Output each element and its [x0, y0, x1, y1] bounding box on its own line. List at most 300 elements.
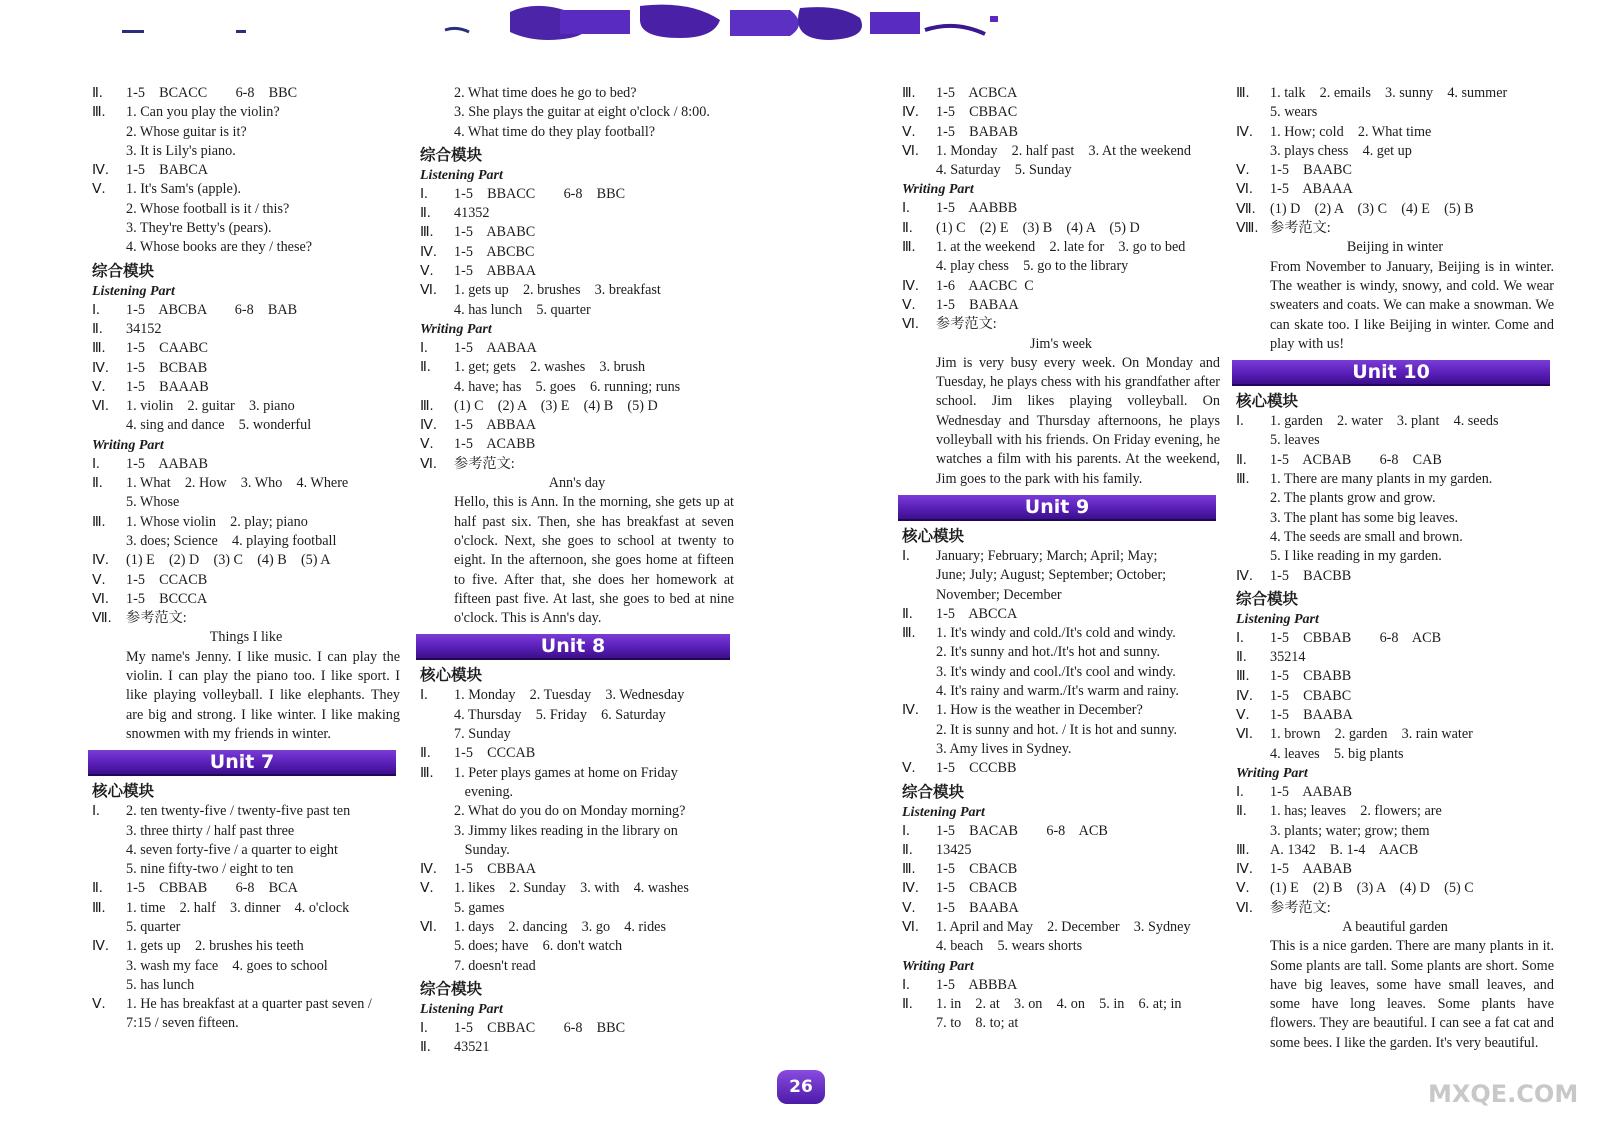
- question-numeral: Ⅲ.: [902, 625, 916, 642]
- answer-line: [420, 918, 734, 937]
- question-numeral: Ⅰ.: [420, 185, 428, 202]
- answer-line: [92, 301, 400, 320]
- answer-line: [902, 879, 1220, 898]
- answer-line-continued: Sunday.: [454, 841, 510, 858]
- answer-text: 1-5 BAABC: [1270, 162, 1352, 179]
- question-numeral: Ⅱ.: [902, 995, 913, 1012]
- answer-text: 41352: [454, 205, 490, 222]
- question-numeral: Ⅰ.: [902, 822, 910, 839]
- answer-text: 1-5 BABCA: [126, 162, 208, 179]
- answer-line: [902, 624, 1220, 643]
- answer-text: 1-5 AABAB: [126, 455, 208, 472]
- answer-line: [902, 103, 1220, 122]
- question-numeral: Ⅴ.: [92, 571, 106, 588]
- question-numeral: Ⅳ.: [902, 104, 919, 121]
- question-numeral: Ⅱ.: [92, 320, 103, 337]
- question-numeral: Ⅵ.: [92, 398, 109, 415]
- answer-text: 1-5 CBBAC 6-8 BBC: [454, 1019, 626, 1036]
- essay-paragraph: Jim is very busy every week. On Monday and Tuesday, he plays chess with his grandfather after school. Jim likes playing volleyball. On Wednesday and Thursday afternoons, he plays volleyball with his friends. On Friday evening, he watches a film with his parents. At the weekend, Jim goes to the park with his family.: [936, 354, 1220, 487]
- module-heading: 核心模块: [420, 666, 483, 685]
- answer-text: 1-5 ABBAA: [454, 263, 536, 280]
- answer-line-continued: 3. They're Betty's (pears).: [126, 220, 272, 237]
- answer-text: 1-5 CBACB: [936, 880, 1018, 897]
- question-numeral: Ⅱ.: [1236, 803, 1247, 820]
- answer-text: 1-5 BABAB: [936, 123, 1018, 140]
- answer-text: 1-5 BACAB 6-8 ACB: [936, 822, 1108, 839]
- answer-line: [902, 860, 1220, 879]
- answer-text: 1-6 AACBC C: [936, 277, 1034, 294]
- answer-line: [92, 455, 400, 474]
- answer-text: (1) E (2) D (3) C (4) B (5) A: [126, 552, 331, 569]
- answer-line: [902, 219, 1220, 238]
- question-numeral: Ⅰ.: [420, 687, 428, 704]
- question-numeral: Ⅳ.: [92, 162, 109, 179]
- answer-text: (1) E (2) B (3) A (4) D (5) C: [1270, 880, 1474, 897]
- question-numeral: Ⅱ.: [92, 880, 103, 897]
- question-numeral: Ⅲ.: [92, 513, 106, 530]
- answer-line: [420, 223, 734, 242]
- answer-line: [92, 378, 400, 397]
- answer-text: (1) C (2) E (3) B (4) A (5) D: [936, 219, 1140, 236]
- question-numeral: Ⅱ.: [420, 1039, 431, 1056]
- answer-line-continued: 7. Sunday: [454, 726, 511, 743]
- question-numeral: Ⅱ.: [92, 85, 103, 101]
- question-numeral: Ⅰ.: [902, 200, 910, 217]
- answer-line: [92, 359, 400, 378]
- answer-text: 1. at the weekend 2. late for 3. go to bed: [936, 239, 1186, 256]
- part-heading: Writing Part: [92, 437, 164, 453]
- question-numeral: Ⅷ.: [1236, 220, 1259, 237]
- question-numeral: Ⅶ.: [1236, 200, 1256, 217]
- answer-line-continued: 4. Thursday 5. Friday 6. Saturday: [454, 706, 666, 723]
- part-heading: Listening Part: [902, 804, 985, 820]
- answer-line: [92, 802, 400, 821]
- question-numeral: Ⅴ.: [92, 996, 106, 1013]
- answer-text: 1-5 CBBAB 6-8 BCA: [126, 880, 298, 897]
- answer-line: [902, 84, 1220, 103]
- answer-text: 1. Peter plays games at home on Friday: [454, 764, 678, 781]
- answer-line-continued: 5. Whose: [126, 494, 180, 511]
- answer-column-4: [1236, 84, 1554, 1053]
- answer-line: [420, 243, 734, 262]
- answer-line-continued: evening.: [454, 783, 514, 800]
- answer-line-continued: 3. It is Lily's piano.: [126, 142, 236, 159]
- question-numeral: Ⅱ.: [902, 841, 913, 858]
- answer-line-continued: 3. plays chess 4. get up: [1270, 142, 1412, 159]
- answer-line-continued: 3. The plant has some big leaves.: [1270, 509, 1459, 526]
- answer-line-continued: 4. It's rainy and warm./It's warm and rainy.: [936, 683, 1179, 700]
- question-numeral: Ⅳ.: [1236, 687, 1253, 704]
- answer-line: [92, 879, 400, 898]
- question-numeral: Ⅱ.: [902, 219, 913, 236]
- answer-line-continued: 4. sing and dance 5. wonderful: [126, 417, 312, 434]
- answer-line-continued: 5. games: [454, 899, 505, 916]
- answer-line: [92, 609, 400, 628]
- part-heading: Listening Part: [92, 283, 175, 299]
- answer-line: [1236, 219, 1554, 238]
- question-numeral: Ⅵ.: [420, 282, 437, 299]
- answer-line: [92, 899, 400, 918]
- answer-text: 2. ten twenty-five / twenty-five past ten: [126, 803, 351, 820]
- answer-line-continued: 5. has lunch: [126, 976, 195, 993]
- answer-line: [420, 185, 734, 204]
- answer-line: [902, 605, 1220, 624]
- answer-line-continued: November; December: [936, 586, 1062, 603]
- question-numeral: Ⅰ.: [1236, 783, 1244, 800]
- answer-text: 1. gets up 2. brushes his teeth: [126, 938, 304, 955]
- part-heading: Writing Part: [902, 958, 974, 974]
- question-numeral: Ⅰ.: [1236, 413, 1244, 430]
- essay-paragraph: Hello, this is Ann. In the morning, she gets up at half past six. Then, she has breakfast at seven o'clock. Next, she goes to school at twenty to eight. In the afternoon, she goes home at fifteen to five. After that, she does her homework at fifteen past five. At last, she goes to bed at nine o'clock. This is Ann's day.: [454, 494, 734, 627]
- question-numeral: Ⅲ.: [1236, 471, 1250, 488]
- answer-line-continued: 2. It is sunny and hot. / It is hot and sunny.: [936, 721, 1178, 738]
- answer-line: [1236, 629, 1554, 648]
- question-numeral: Ⅰ.: [1236, 629, 1244, 646]
- answer-line: [92, 474, 400, 493]
- answer-text: 1. gets up 2. brushes 3. breakfast: [454, 282, 661, 299]
- essay-paragraph: This is a nice garden. There are many plants in it. Some plants are tall. Some plants are short. Some have big leaves, some have small leaves, and some have long leaves. Some plants have flowers. They are beautiful. I can see a fat cat and some bees. I like the garden. It's very beautiful.: [1270, 938, 1554, 1051]
- answer-line: [92, 320, 400, 339]
- essay-title: A beautiful garden: [1342, 918, 1448, 935]
- question-numeral: Ⅱ.: [420, 205, 431, 222]
- answer-line: [1236, 899, 1554, 918]
- question-numeral: Ⅵ.: [1236, 181, 1253, 198]
- answer-text: 1-5 ABAAA: [1270, 181, 1353, 198]
- unit-banner: Unit 8: [416, 634, 730, 660]
- answer-text: 1. violin 2. guitar 3. piano: [126, 398, 295, 415]
- answer-line-continued: 3. Jimmy likes reading in the library on: [454, 822, 678, 839]
- question-numeral: Ⅳ.: [1236, 123, 1253, 140]
- answer-line-continued: 4. play chess 5. go to the library: [936, 258, 1129, 275]
- answer-text: 1-5 ABBBA: [936, 976, 1018, 993]
- answer-line: [420, 204, 734, 223]
- answer-text: 1-5 ACBAB 6-8 CAB: [1270, 451, 1442, 468]
- module-heading: 综合模块: [92, 261, 155, 280]
- answer-text: 参考范文:: [454, 455, 515, 472]
- answer-line: [92, 161, 400, 180]
- answer-text: 1-5 BBACC 6-8 BBC: [454, 185, 626, 202]
- answer-line: [420, 744, 734, 763]
- answer-line-continued: 3. does; Science 4. playing football: [126, 532, 337, 549]
- module-heading: 综合模块: [420, 145, 483, 164]
- question-numeral: Ⅰ.: [902, 976, 910, 993]
- question-numeral: Ⅴ.: [420, 436, 434, 453]
- answer-text: 1. garden 2. water 3. plant 4. seeds: [1270, 413, 1499, 430]
- answer-line: [420, 764, 734, 783]
- answer-line: [902, 238, 1220, 257]
- question-numeral: Ⅴ.: [902, 899, 916, 916]
- answer-text: 43521: [454, 1039, 490, 1056]
- answer-text: 1-5 CBACB: [936, 861, 1018, 878]
- header-decoration: [0, 0, 1600, 52]
- watermark-logo: MXQE.COM: [1428, 1080, 1579, 1108]
- question-numeral: Ⅰ.: [420, 339, 428, 356]
- answer-line-continued: 5. quarter: [126, 918, 181, 935]
- answer-line-continued: 3. plants; water; grow; them: [1270, 822, 1430, 839]
- answer-text: 1. Monday 2. Tuesday 3. Wednesday: [454, 687, 685, 704]
- answer-line: [92, 513, 400, 532]
- question-numeral: Ⅰ.: [92, 803, 100, 820]
- answer-line-continued: 7. doesn't read: [454, 957, 536, 974]
- answer-line-continued: 4. The seeds are small and brown.: [1270, 528, 1463, 545]
- question-numeral: Ⅲ.: [902, 861, 916, 878]
- page-number: 26: [777, 1070, 825, 1104]
- answer-line: [902, 918, 1220, 937]
- answer-column-3: [902, 84, 1220, 1033]
- answer-text: 1-5 BABAA: [936, 296, 1019, 313]
- question-numeral: Ⅳ.: [420, 417, 437, 434]
- answer-line-continued: 2. What time does he go to bed?: [454, 85, 637, 101]
- question-numeral: Ⅳ.: [902, 880, 919, 897]
- answer-line-continued: 7:15 / seven fifteen.: [126, 1015, 239, 1032]
- answer-line-continued: 4. Whose books are they / these?: [126, 239, 313, 256]
- answer-text: 1. brown 2. garden 3. rain water: [1270, 726, 1473, 743]
- question-numeral: Ⅲ.: [420, 224, 434, 241]
- answer-line: [92, 937, 400, 956]
- answer-line: [1236, 470, 1554, 489]
- question-numeral: Ⅴ.: [902, 760, 916, 777]
- answer-line: [1236, 860, 1554, 879]
- answer-text: 13425: [936, 841, 972, 858]
- answer-line-continued: 3. It's windy and cool./It's cool and windy.: [936, 663, 1176, 680]
- answer-line-continued: 4. seven forty-five / a quarter to eight: [126, 841, 338, 858]
- essay-title: Jim's week: [1029, 335, 1093, 352]
- answer-line: [92, 551, 400, 570]
- module-heading: 核心模块: [92, 782, 155, 801]
- essay-title: Things I like: [209, 629, 283, 646]
- essay-title: Ann's day: [548, 475, 606, 492]
- answer-line: [420, 397, 734, 416]
- answer-text: 1-5 CCCBB: [936, 760, 1017, 777]
- answer-line: [902, 995, 1220, 1014]
- answer-line: [902, 296, 1220, 315]
- answer-line: [1236, 451, 1554, 470]
- question-numeral: Ⅱ.: [1236, 649, 1247, 666]
- question-numeral: Ⅲ.: [420, 764, 434, 781]
- answer-line: [420, 860, 734, 879]
- answer-text: 1-5 CBBAC: [936, 104, 1018, 121]
- answer-text: 1-5 ACABB: [454, 436, 536, 453]
- part-heading: Writing Part: [902, 182, 974, 198]
- question-numeral: Ⅲ.: [1236, 85, 1250, 101]
- answer-line: [420, 879, 734, 898]
- answer-line: [420, 1038, 734, 1057]
- essay-paragraph: From November to January, Beijing is in winter. The weather is windy, snowy, and cold. We wear sweaters and coats. We can make a snowman. We can skate too. I like Beijing in winter. Come and play with us!: [1270, 258, 1554, 352]
- answer-text: 1-5 BCBAB: [126, 359, 208, 376]
- part-heading: Listening Part: [420, 167, 503, 183]
- module-heading: 核心模块: [902, 526, 965, 545]
- question-numeral: Ⅴ.: [902, 123, 916, 140]
- answer-text: January; February; March; April; May;: [936, 547, 1158, 564]
- question-numeral: Ⅳ.: [902, 702, 919, 719]
- answer-text: 参考范文:: [936, 316, 997, 333]
- answer-line-continued: 4. Saturday 5. Sunday: [936, 162, 1072, 179]
- part-heading: Listening Part: [1236, 611, 1319, 627]
- question-numeral: Ⅴ.: [420, 263, 434, 280]
- question-numeral: Ⅱ.: [1236, 451, 1247, 468]
- answer-line: [1236, 567, 1554, 586]
- answer-text: 1-5 CCACB: [126, 571, 208, 588]
- answer-line: [1236, 123, 1554, 142]
- question-numeral: Ⅰ.: [92, 301, 100, 318]
- question-numeral: Ⅳ.: [92, 359, 109, 376]
- answer-line-continued: 2. It's sunny and hot./It's hot and sunny.: [936, 644, 1161, 661]
- answer-line: [1236, 725, 1554, 744]
- question-numeral: Ⅳ.: [92, 552, 109, 569]
- question-numeral: Ⅵ.: [902, 316, 919, 333]
- answer-line: [1236, 841, 1554, 860]
- answer-text: 1. What 2. How 3. Who 4. Where: [126, 475, 349, 492]
- answer-line-continued: 3. She plays the guitar at eight o'clock / 8:00.: [454, 104, 710, 121]
- question-numeral: Ⅱ.: [902, 605, 913, 622]
- answer-text: 1-5 CBABC: [1270, 687, 1352, 704]
- answer-line-continued: 3. Amy lives in Sydney.: [936, 740, 1072, 757]
- answer-line: [1236, 879, 1554, 898]
- answer-text: 1-5 BCCCA: [126, 590, 208, 607]
- unit-banner: Unit 9: [898, 495, 1216, 521]
- answer-text: 1. Can you play the violin?: [126, 104, 280, 121]
- answer-text: 1. has; leaves 2. flowers; are: [1270, 803, 1442, 820]
- answer-line: [902, 822, 1220, 841]
- answer-line: [1236, 667, 1554, 686]
- answer-text: 1. talk 2. emails 3. sunny 4. summer: [1270, 85, 1508, 101]
- answer-text: 1-5 CAABC: [126, 340, 208, 357]
- answer-line-continued: 3. wash my face 4. goes to school: [126, 957, 328, 974]
- answer-line: [420, 686, 734, 705]
- answer-column-2: [420, 84, 734, 1057]
- answer-line: [902, 142, 1220, 161]
- answer-text: 1-5 ABBAA: [454, 417, 536, 434]
- answer-line: [1236, 706, 1554, 725]
- answer-line: [902, 199, 1220, 218]
- answer-line: [1236, 783, 1554, 802]
- question-numeral: Ⅵ.: [902, 918, 919, 935]
- answer-line: [902, 277, 1220, 296]
- answer-text: (1) C (2) A (3) E (4) B (5) D: [454, 397, 658, 414]
- question-numeral: Ⅲ.: [420, 397, 434, 414]
- answer-text: 1-5 BAABA: [936, 899, 1019, 916]
- answer-text: 1-5 ACBCA: [936, 85, 1018, 101]
- answer-line-continued: 4. beach 5. wears shorts: [936, 938, 1083, 955]
- answer-text: 1-5 ABCCA: [936, 605, 1018, 622]
- answer-text: 1. time 2. half 3. dinner 4. o'clock: [126, 899, 350, 916]
- question-numeral: Ⅰ.: [902, 547, 910, 564]
- answer-text: 1-5 CBABB: [1270, 668, 1352, 685]
- answer-line: [1236, 161, 1554, 180]
- question-numeral: Ⅳ.: [1236, 567, 1253, 584]
- answer-text: 35214: [1270, 649, 1306, 666]
- answer-line-continued: 5. leaves: [1270, 432, 1320, 449]
- module-heading: 核心模块: [1236, 392, 1299, 411]
- question-numeral: Ⅳ.: [420, 861, 437, 878]
- answer-text: 1-5 AABAA: [454, 339, 537, 356]
- answer-text: 34152: [126, 320, 162, 337]
- question-numeral: Ⅳ.: [420, 243, 437, 260]
- question-numeral: Ⅴ.: [92, 378, 106, 395]
- answer-line: [902, 759, 1220, 778]
- answer-text: 1-5 BACBB: [1270, 567, 1352, 584]
- answer-text: 1-5 ABABC: [454, 224, 536, 241]
- answer-text: 1-5 BCACC 6-8 BBC: [126, 85, 298, 101]
- unit-banner: Unit 7: [88, 750, 396, 776]
- answer-line: [902, 315, 1220, 334]
- part-heading: Writing Part: [1236, 765, 1308, 781]
- answer-line: [1236, 687, 1554, 706]
- answer-line: [420, 262, 734, 281]
- answer-text: 1. Whose violin 2. play; piano: [126, 513, 308, 530]
- answer-line-continued: 2. Whose guitar is it?: [126, 123, 247, 140]
- answer-text: 1. There are many plants in my garden.: [1270, 471, 1493, 488]
- answer-line: [902, 899, 1220, 918]
- question-numeral: Ⅱ.: [420, 745, 431, 762]
- answer-line-continued: 2. What do you do on Monday morning?: [454, 803, 686, 820]
- answer-line-continued: 5. I like reading in my garden.: [1270, 548, 1442, 565]
- answer-text: 1. How is the weather in December?: [936, 702, 1143, 719]
- answer-line-continued: 2. The plants grow and grow.: [1270, 490, 1436, 507]
- answer-line: [92, 103, 400, 122]
- question-numeral: Ⅲ.: [92, 340, 106, 357]
- question-numeral: Ⅲ.: [1236, 668, 1250, 685]
- question-numeral: Ⅴ.: [92, 181, 106, 198]
- answer-text: 1-5 AABBB: [936, 200, 1018, 217]
- answer-line: [420, 416, 734, 435]
- answer-text: 1. He has breakfast at a quarter past seven /: [126, 996, 372, 1013]
- answer-text: 1-5 CBBAB 6-8 ACB: [1270, 629, 1442, 646]
- answer-line: [902, 123, 1220, 142]
- answer-line-continued: 4. What time do they play football?: [454, 123, 656, 140]
- question-numeral: Ⅵ.: [420, 918, 437, 935]
- question-numeral: Ⅳ.: [902, 277, 919, 294]
- question-numeral: Ⅴ.: [1236, 707, 1250, 724]
- question-numeral: Ⅵ.: [902, 142, 919, 159]
- answer-line: [902, 841, 1220, 860]
- essay-paragraph: My name's Jenny. I like music. I can play the violin. I can play the piano too. I like sport. I like playing volleyball. I like elephants. They are big and strong. I like winter. I like making snowmen with my friends in winter.: [126, 648, 400, 742]
- question-numeral: Ⅲ.: [902, 239, 916, 256]
- question-numeral: Ⅲ.: [1236, 841, 1250, 858]
- answer-text: 1-5 BAAAB: [126, 378, 209, 395]
- unit-banner: Unit 10: [1232, 360, 1550, 386]
- question-numeral: Ⅵ.: [1236, 899, 1253, 916]
- question-numeral: Ⅳ.: [92, 938, 109, 955]
- answer-line-continued: 4. have; has 5. goes 6. running; runs: [454, 378, 681, 395]
- question-numeral: Ⅲ.: [92, 899, 106, 916]
- answer-text: 1-5 BAABA: [1270, 707, 1353, 724]
- question-numeral: Ⅵ.: [92, 590, 109, 607]
- question-numeral: Ⅴ.: [902, 296, 916, 313]
- answer-line: [1236, 180, 1554, 199]
- part-heading: Writing Part: [420, 321, 492, 337]
- question-numeral: Ⅵ.: [1236, 726, 1253, 743]
- question-numeral: Ⅲ.: [92, 104, 106, 121]
- question-numeral: Ⅲ.: [902, 85, 916, 101]
- question-numeral: Ⅱ.: [92, 475, 103, 492]
- answer-line: [420, 1019, 734, 1038]
- answer-line: [92, 339, 400, 358]
- answer-line-continued: June; July; August; September; October;: [936, 567, 1167, 584]
- question-numeral: Ⅴ.: [1236, 162, 1250, 179]
- module-heading: 综合模块: [1236, 589, 1299, 608]
- answer-text: 1-5 AABAB: [1270, 783, 1352, 800]
- answer-text: 参考范文:: [1270, 220, 1331, 237]
- answer-text: 1. get; gets 2. washes 3. brush: [454, 359, 646, 376]
- answer-line-continued: 5. wears: [1270, 104, 1318, 121]
- module-heading: 综合模块: [902, 782, 965, 801]
- question-numeral: Ⅰ.: [420, 1019, 428, 1036]
- answer-text: 参考范文:: [126, 610, 187, 627]
- answer-line: [92, 84, 400, 103]
- answer-text: 1. in 2. at 3. on 4. on 5. in 6. at; in: [936, 995, 1182, 1012]
- answer-text: 1-5 CCCAB: [454, 745, 536, 762]
